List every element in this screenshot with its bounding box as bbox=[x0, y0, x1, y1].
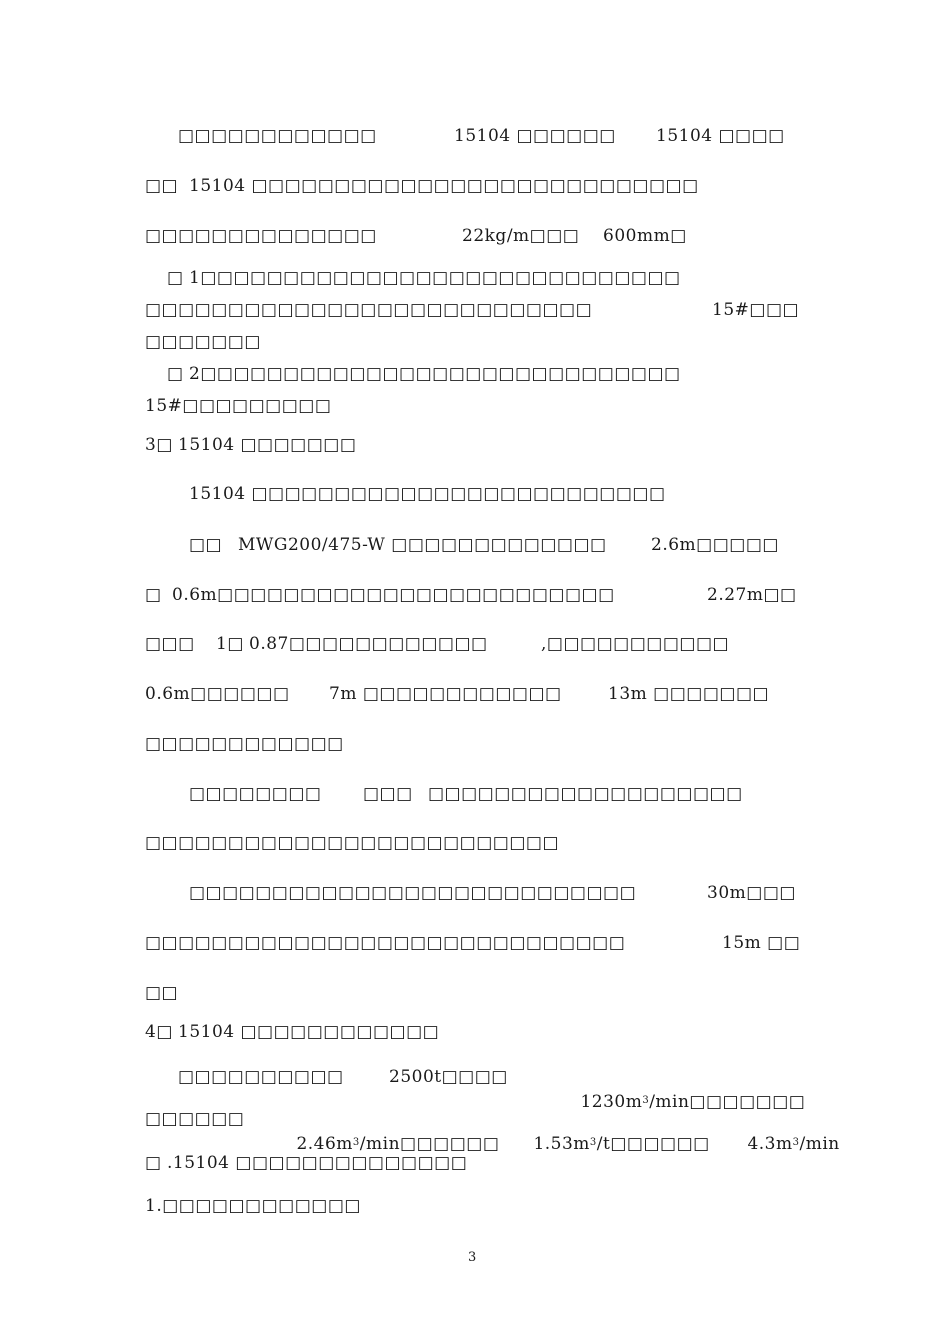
text-segment: □□□□□□□□□□□□□□□□□□□ bbox=[428, 784, 743, 804]
text-segment: □□□□□□□□□□□□□□□□□□□□□□□□□□□□□ bbox=[145, 933, 626, 953]
text-segment: □ bbox=[167, 364, 184, 384]
text-segment: 0.6m□□□□□□ bbox=[145, 684, 290, 704]
text-segment: 30m□□□ bbox=[707, 883, 796, 903]
text-segment: 2□□□□□□□□□□□□□□□□□□□□□□□□□□□□□ bbox=[189, 364, 681, 384]
text-line bbox=[0, 782, 950, 806]
text-line bbox=[0, 224, 950, 248]
text-segment: □□ bbox=[189, 535, 223, 555]
text-segment-part: /min□□□□□□ bbox=[359, 1134, 500, 1154]
text-segment: ,□□□□□□□□□□□ bbox=[541, 634, 730, 654]
text-line bbox=[0, 732, 950, 756]
superscript: 3 bbox=[589, 1137, 597, 1148]
text-segment: □□□□□□□□□□□□□□□□□□□□□□□□□ bbox=[145, 833, 560, 853]
text-line bbox=[0, 881, 950, 905]
text-segment: 15104 □□□□□□□□□□□□□□□□□□□□□□□□□ bbox=[189, 484, 666, 504]
text-segment: 0.6m□□□□□□□□□□□□□□□□□□□□□□□□ bbox=[172, 585, 615, 605]
text-segment: □□□□□□□□□□□□ bbox=[178, 126, 377, 146]
text-segment: 15104 □□□□□□□ bbox=[178, 435, 357, 455]
text-segment: MWG200/475-W □□□□□□□□□□□□□ bbox=[238, 535, 607, 555]
text-line bbox=[0, 298, 950, 322]
text-segment-part: /min□□□□□□□ bbox=[649, 1092, 806, 1112]
text-line bbox=[0, 482, 950, 506]
text-segment: 13m □□□□□□□ bbox=[608, 684, 770, 704]
text-segment: 3□ bbox=[145, 435, 173, 455]
text-segment: 0.87□□□□□□□□□□□□ bbox=[249, 634, 488, 654]
text-segment: 22kg/m□□□ bbox=[462, 226, 580, 246]
text-line bbox=[0, 433, 950, 457]
text-segment: □ bbox=[145, 1153, 162, 1173]
text-segment: □□□□□□□□□□ bbox=[178, 1067, 344, 1087]
text-line bbox=[0, 1151, 950, 1175]
text-line bbox=[0, 831, 950, 855]
text-segment: 15104 □□□□ bbox=[656, 126, 785, 146]
text-line bbox=[0, 394, 950, 418]
text-segment: 15104 □□□□□□ bbox=[454, 126, 616, 146]
text-segment: 15#□□□□□□□□□ bbox=[145, 396, 332, 416]
text-segment: □□ bbox=[145, 983, 179, 1003]
text-segment: 600mm□ bbox=[603, 226, 687, 246]
text-segment: □□□□□□□□ bbox=[189, 784, 322, 804]
superscript: 3 bbox=[792, 1137, 800, 1148]
text-segment: 4□ bbox=[145, 1022, 173, 1042]
text-segment-part: 1230m bbox=[580, 1092, 643, 1112]
text-segment: □□□□□□□□□□□□ bbox=[145, 734, 344, 754]
text-line bbox=[0, 682, 950, 706]
text-segment: 1.□□□□□□□□□□□□ bbox=[145, 1196, 361, 1216]
text-segment: □□□□□□□□□□□□□□□□□□□□□□□□□□□ bbox=[189, 883, 637, 903]
text-segment-part: /min bbox=[799, 1134, 840, 1154]
text-line bbox=[0, 1194, 950, 1218]
text-line bbox=[0, 266, 950, 290]
text-segment-part: 4.3m bbox=[747, 1134, 793, 1154]
text-line bbox=[0, 1065, 950, 1112]
text-segment: □□□□□□ bbox=[145, 1109, 245, 1129]
text-segment: 15m □□ bbox=[722, 933, 801, 953]
text-segment: 2500t□□□□ bbox=[389, 1067, 508, 1087]
text-line bbox=[0, 583, 950, 607]
text-line bbox=[0, 124, 950, 148]
text-line bbox=[0, 931, 950, 955]
superscript: 3 bbox=[642, 1095, 650, 1106]
text-line bbox=[0, 330, 950, 354]
text-segment: 2.6m□□□□□ bbox=[651, 535, 779, 555]
text-segment: 7m □□□□□□□□□□□□ bbox=[329, 684, 562, 704]
text-segment: □□□ bbox=[145, 634, 195, 654]
text-segment: □□□ bbox=[363, 784, 413, 804]
text-segment: 1□ bbox=[216, 634, 244, 654]
text-segment: □□□□□□□□□□□□□□ bbox=[145, 226, 377, 246]
text-line bbox=[0, 362, 950, 386]
text-segment: □ bbox=[145, 585, 162, 605]
text-segment: 15104 □□□□□□□□□□□□ bbox=[178, 1022, 440, 1042]
text-segment: 1□□□□□□□□□□□□□□□□□□□□□□□□□□□□□ bbox=[189, 268, 681, 288]
text-segment: 2.27m□□ bbox=[707, 585, 797, 605]
text-segment-part: /t□□□□□□ bbox=[596, 1134, 710, 1154]
page-number: 3 bbox=[468, 1250, 477, 1265]
text-segment-part: 1.53m bbox=[533, 1134, 590, 1154]
text-segment: □ bbox=[167, 268, 184, 288]
text-segment: □□□□□□□□□□□□□□□□□□□□□□□□□□□ bbox=[145, 300, 593, 320]
text-segment: 15#□□□ bbox=[712, 300, 800, 320]
text-segment: .15104 □□□□□□□□□□□□□□ bbox=[167, 1153, 468, 1173]
text-line bbox=[0, 1107, 950, 1154]
text-segment: 15104 □□□□□□□□□□□□□□□□□□□□□□□□□□□ bbox=[189, 176, 699, 196]
text-line bbox=[0, 533, 950, 557]
text-line bbox=[0, 1020, 950, 1044]
superscript: 3 bbox=[352, 1137, 360, 1148]
text-line bbox=[0, 632, 950, 656]
text-line bbox=[0, 174, 950, 198]
text-segment: □□ bbox=[145, 176, 179, 196]
text-segment: □□□□□□□ bbox=[145, 332, 261, 352]
text-segment-part: 2.46m bbox=[296, 1134, 353, 1154]
text-line bbox=[0, 981, 950, 1005]
